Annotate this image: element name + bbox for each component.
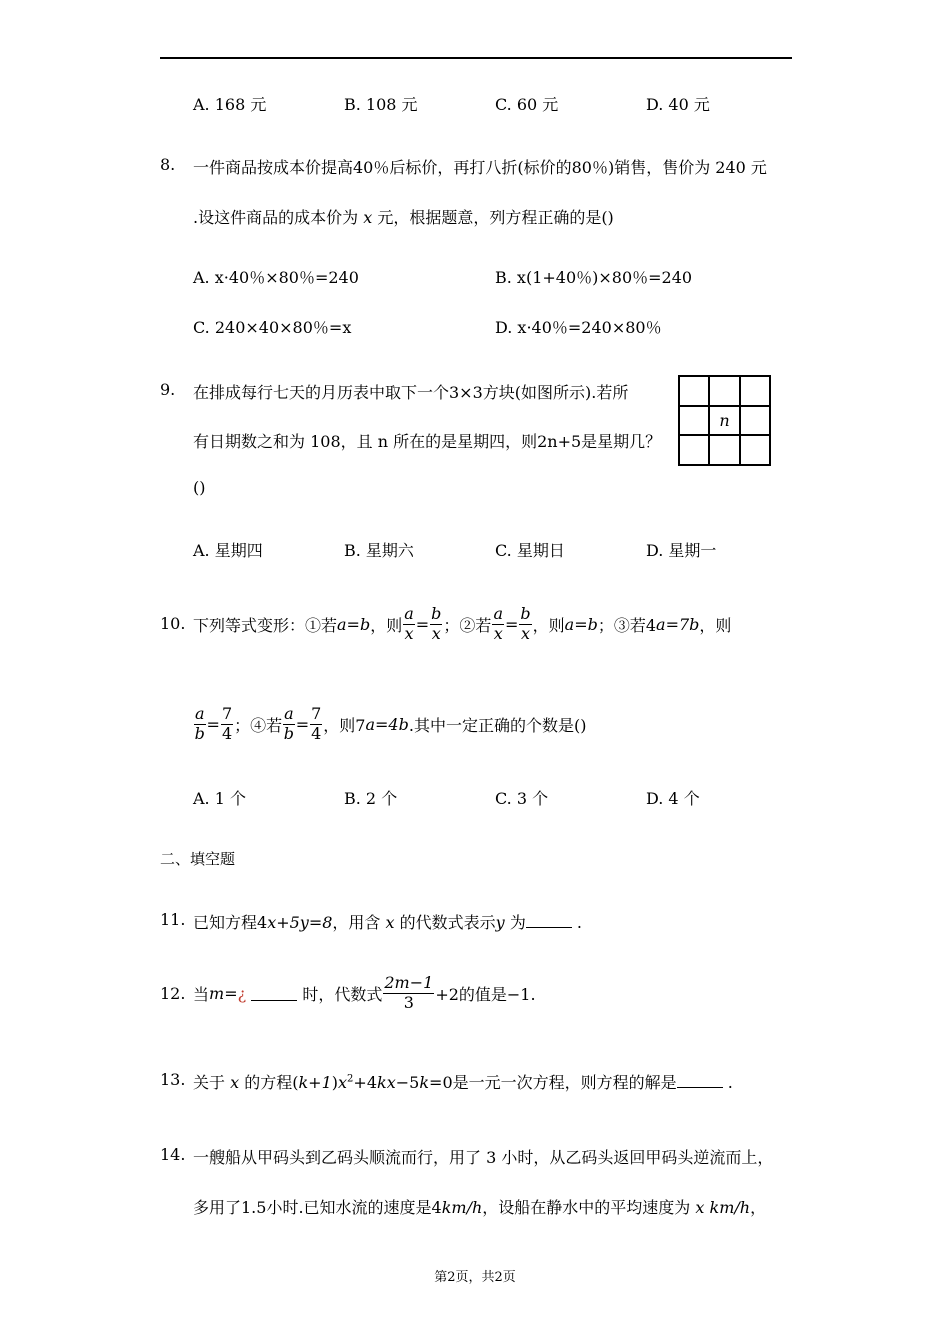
q10-line1: 下列等式变形：①若 a=b ，则 $\frac{a}{x}$ = $\frac{b}{x}$ ；②若 $\frac{a}{x}$ = $\frac{b}{x}$ ，则 a=b ；③若4 a=7b ，则 (193, 604, 732, 643)
q12-number: 12. (160, 984, 186, 1003)
header-rule (160, 57, 792, 59)
q12-text: 当 m= ¿ 时，代数式 $\frac{2m-1}{3}$ +2的值是−1. (193, 973, 536, 1012)
q9-line2: 有日期数之和为 108，且 n 所在的是星期四，则2n+5是星期几？ (193, 432, 662, 451)
fraction-b-over-x-2: $\frac{b}{x}$ (520, 604, 531, 643)
q9-line1: 在排成每行七天的月历表中取下一个3×3方块(如图所示).若所 (193, 383, 629, 402)
q10-line2: $\frac{a}{b}$ = $\frac{7}{4}$ ；④若 $\frac{a}{b}$ = $\frac{7}{4}$ ，则7 a=4b .其中一定正确的个数是() (194, 704, 587, 743)
grid-cell-n: n (709, 406, 739, 436)
q14-number: 14. (160, 1145, 186, 1164)
q10-option-a: A. 1 个 (193, 789, 246, 808)
fraction-b-over-x: $\frac{b}{x}$ (431, 604, 442, 643)
answer-blank[interactable] (526, 913, 572, 928)
q14-line2: 多用了1.5小时.已知水流的速度是4km/h，设船在静水中的平均速度为 x km/h， (193, 1198, 767, 1217)
q8-option-b: B. x(1+40％)×80％=240 (495, 268, 693, 287)
q10-option-d: D. 4 个 (646, 789, 700, 808)
q9-number: 9. (160, 380, 176, 399)
q7-option-d: D. 40 元 (646, 95, 710, 114)
q9-line3: () (193, 478, 206, 497)
q9-option-d: D. 星期一 (646, 541, 717, 560)
grid-cell (679, 406, 709, 436)
section-title: 二、填空题 (160, 850, 236, 868)
grid-cell (709, 376, 739, 406)
q9-option-c: C. 星期日 (495, 541, 565, 560)
q8-option-a: A. x·40％×80％=240 (193, 268, 359, 287)
q14-line1: 一艘船从甲码头到乙码头顺流而行，用了 3 小时，从乙码头返回甲码头逆流而上， (193, 1148, 774, 1167)
fraction-7-over-4: $\frac{7}{4}$ (221, 704, 233, 743)
q8-line2: .设这件商品的成本价为 x 元，根据题意，列方程正确的是() (193, 208, 614, 227)
grid-cell (740, 376, 770, 406)
calendar-grid (678, 375, 771, 466)
q11-number: 11. (160, 910, 186, 929)
fraction-a-over-x: $\frac{a}{x}$ (404, 604, 414, 643)
fraction-7-over-4-2: $\frac{7}{4}$ (311, 704, 322, 743)
q11-text: 已知方程4x+5y=8，用含 x 的代数式表示y 为 . (193, 913, 583, 932)
q10-option-c: C. 3 个 (495, 789, 549, 808)
q9-option-b: B. 星期六 (344, 541, 414, 560)
grid-cell (740, 435, 770, 465)
q7-option-a: A. 168 元 (193, 95, 267, 114)
q10-number: 10. (160, 614, 186, 633)
grid-cell (679, 376, 709, 406)
fraction-a-over-x-2: $\frac{a}{x}$ (493, 604, 503, 643)
fraction-2m-1-over-3: $\frac{2m-1}{3}$ (384, 973, 434, 1012)
answer-blank[interactable] (677, 1073, 723, 1088)
answer-blank[interactable] (251, 986, 297, 1001)
grid-cell (740, 406, 770, 436)
q13-number: 13. (160, 1070, 186, 1089)
q7-option-b: B. 108 元 (344, 95, 418, 114)
grid-cell (709, 435, 739, 465)
q8-option-c: C. 240×40×80％=x (193, 318, 352, 337)
q8-number: 8. (160, 155, 176, 174)
grid-cell (679, 435, 709, 465)
q10-option-b: B. 2 个 (344, 789, 398, 808)
q8-option-d: D. x·40％=240×80％ (495, 318, 662, 337)
q8-line1: 一件商品按成本价提高40％后标价，再打八折(标价的80％)销售，售价为 240 元 (193, 158, 767, 177)
q9-option-a: A. 星期四 (193, 541, 263, 560)
q7-option-c: C. 60 元 (495, 95, 559, 114)
q13-text: 关于 x 的方程$(k+1)x^2+4kx-5k=0$是一元一次方程，则方程的解是 . (193, 1073, 733, 1092)
fraction-a-over-b: $\frac{a}{b}$ (194, 704, 205, 743)
fraction-a-over-b-2: $\frac{a}{b}$ (283, 704, 295, 743)
page-footer: 第2页，共2页 (434, 1270, 516, 1285)
